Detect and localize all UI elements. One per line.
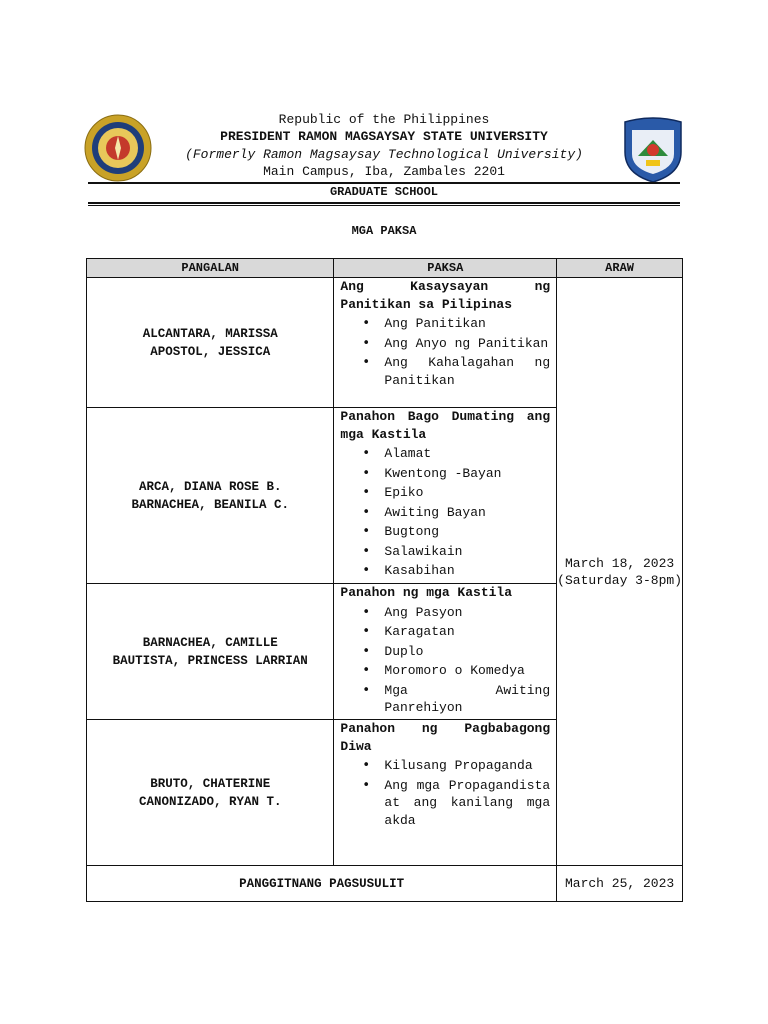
subtopic-list: [340, 757, 550, 829]
student-name: ARCA, DIANA ROSE B.: [138, 479, 282, 494]
topic-title: Ang Kasaysayan ng Panitikan sa Pilipinas: [340, 279, 551, 312]
student-name: APOSTOL, JESSICA: [150, 344, 271, 359]
list-item: • Duplo: [384, 643, 550, 661]
names-cell: [87, 584, 334, 720]
column-header-araw: ARAW: [557, 259, 683, 278]
campus-address: Main Campus, Iba, Zambales 2201: [263, 164, 505, 179]
list-item: • Awiting Bayan: [384, 504, 550, 522]
column-header-paksa: PAKSA: [334, 259, 557, 278]
topic-title: Panahon Bago Dumating ang mga Kastila: [340, 409, 551, 442]
student-name: BRUTO, CHATERINE: [150, 776, 271, 791]
table-footer-row: [87, 866, 683, 902]
graduate-school-label: GRADUATE SCHOOL: [329, 185, 439, 199]
list-item: • Ang Pasyon: [384, 604, 550, 622]
list-item: • Karagatan: [384, 623, 550, 641]
student-name: BARNACHEA, BEANILA C.: [131, 497, 289, 512]
letterhead: [80, 106, 688, 186]
subtopic-list: [340, 445, 550, 580]
header-rule-bottom: [88, 202, 680, 204]
former-name: (Formerly Ramon Magsaysay Technological University): [185, 147, 583, 162]
list-item: • Moromoro o Komedya: [384, 662, 550, 680]
midterm-exam-label: PANGGITNANG PAGSUSULIT: [87, 866, 557, 902]
republic-line: Republic of the Philippines: [278, 112, 490, 127]
names-cell: [87, 278, 334, 408]
list-item: • Alamat: [384, 445, 550, 463]
schedule-table: [86, 258, 683, 902]
column-header-pangalan: PANGALAN: [87, 259, 334, 278]
student-name: ALCANTARA, MARISSA: [142, 326, 278, 341]
list-item: • Mga Awiting Panrehiyon: [384, 682, 550, 717]
list-item: • Kwentong -Bayan: [384, 465, 550, 483]
university-name: PRESIDENT RAMON MAGSAYSAY STATE UNIVERSITY: [220, 129, 548, 144]
table-row: [87, 278, 683, 408]
page-title: MGA PAKSA: [351, 224, 417, 238]
list-item: • Ang Anyo ng Panitikan: [384, 335, 550, 353]
list-item: • Salawikain: [384, 543, 550, 561]
student-name: BAUTISTA, PRINCESS LARRIAN: [112, 653, 308, 668]
list-item: • Kilusang Propaganda: [384, 757, 550, 775]
list-item: • Ang mga Propagandista at ang kanilang mga akda: [384, 777, 550, 830]
list-item: • Epiko: [384, 484, 550, 502]
list-item: • Bugtong: [384, 523, 550, 541]
midterm-exam-date: March 25, 2023: [557, 866, 683, 902]
topic-cell: [334, 278, 557, 408]
student-name: BARNACHEA, CAMILLE: [142, 635, 278, 650]
table-header-row: [87, 259, 683, 278]
subtopic-list: [340, 315, 550, 389]
names-cell: [87, 720, 334, 866]
schedule-date-cell: March 18, 2023 (Saturday 3-8pm): [557, 278, 683, 866]
header-rule-bottom-thin: [88, 205, 680, 206]
subtopic-list: [340, 604, 550, 717]
topic-cell: [334, 408, 557, 584]
topic-title: Panahon ng Pagbabagong Diwa: [340, 721, 551, 754]
topic-title: Panahon ng mga Kastila: [340, 585, 513, 600]
student-name: CANONIZADO, RYAN T.: [138, 794, 282, 809]
header-rule-top: [88, 182, 680, 184]
topic-cell: [334, 584, 557, 720]
names-cell: [87, 408, 334, 584]
list-item: • Ang Kahalagahan ng Panitikan: [384, 354, 550, 389]
list-item: • Kasabihan: [384, 562, 550, 580]
topic-cell: [334, 720, 557, 866]
list-item: • Ang Panitikan: [384, 315, 550, 333]
